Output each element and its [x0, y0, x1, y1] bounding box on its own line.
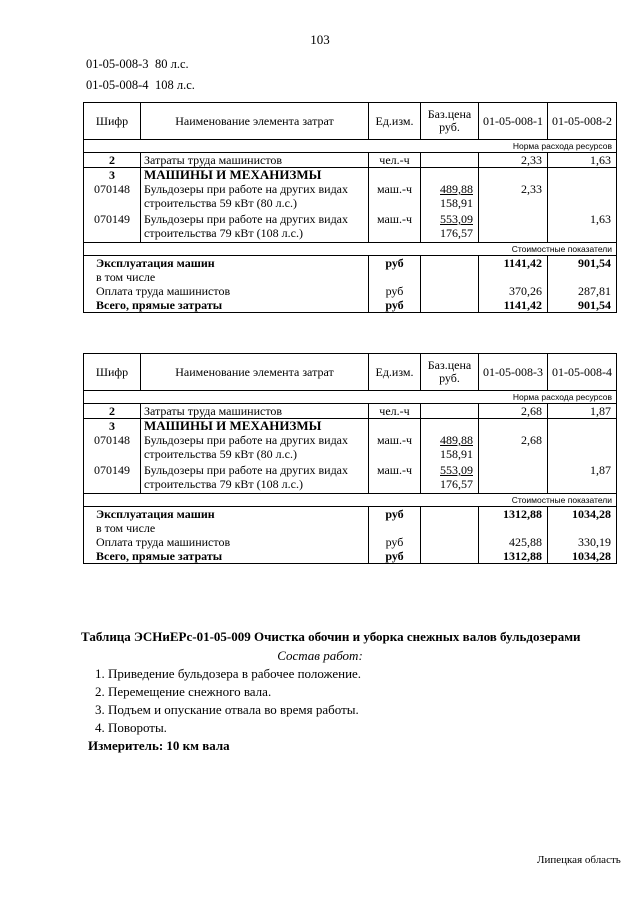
summary-row: Оплата труда машинистов руб 370,26 287,81 — [84, 284, 617, 298]
header-col2: 01-05-008-4 — [548, 354, 617, 391]
machine-row: 070148 Бульдозеры при работе на других видах строительства 59 кВт (80 л.с.) маш.-ч 489,88 158,91 2,68 — [84, 433, 617, 463]
header-name: Наименование элемента затрат — [141, 103, 369, 140]
header-col1: 01-05-008-1 — [479, 103, 548, 140]
summary-row: в том числе — [84, 270, 617, 284]
cost-caption: Стоимостные показатели — [84, 494, 617, 507]
variant-line — [86, 78, 195, 93]
summary-row: Эксплуатация машин руб 1312,88 1034,28 — [84, 507, 617, 522]
table-caption: Таблица ЭСНиЕРс-01-05-009 Очистка обочин и уборка снежных валов бульдозерами — [81, 629, 581, 644]
measure-unit: Измеритель: 10 км вала — [88, 738, 230, 753]
work-heading: Состав работ: — [277, 648, 363, 663]
resource-table-2 — [83, 353, 617, 564]
resource-caption-row — [84, 391, 617, 404]
cost-caption-row — [84, 494, 617, 507]
summary-row: Эксплуатация машин руб 1141,42 901,54 — [84, 256, 617, 271]
region-footer: Липецкая область — [537, 854, 621, 866]
variant-value: 108 л.с. — [155, 78, 195, 92]
cost-caption-row — [84, 243, 617, 256]
labor-row: 2 Затраты труда машинистов чел.-ч 2,33 1,63 — [84, 153, 617, 168]
resource-caption: Норма расхода ресурсов — [84, 391, 617, 404]
machine-row: 070148 Бульдозеры при работе на других видах строительства 59 кВт (80 л.с.) маш.-ч 489,88 158,91 2,33 — [84, 182, 617, 212]
header-base-price: Баз.цена руб. — [421, 103, 479, 140]
work-item: 3. Подъем и опускание отвала во время работы. — [95, 702, 359, 717]
resource-caption-row — [84, 140, 617, 153]
machine-row: 070149 Бульдозеры при работе на других видах строительства 79 кВт (108 л.с.) маш.-ч 553,09 176,57 1,63 — [84, 212, 617, 243]
work-item: 2. Перемещение снежного вала. — [95, 684, 272, 699]
header-unit: Ед.изм. — [369, 354, 421, 391]
header-code: Шифр — [84, 103, 141, 140]
table-header-row — [84, 354, 617, 391]
header-col1: 01-05-008-3 — [479, 354, 548, 391]
header-name: Наименование элемента затрат — [141, 354, 369, 391]
work-item: 1. Приведение бульдозера в рабочее положение. — [95, 666, 362, 681]
machine-row: 070149 Бульдозеры при работе на других видах строительства 79 кВт (108 л.с.) маш.-ч 553,09 176,57 1,87 — [84, 463, 617, 494]
table-header-row — [84, 103, 617, 140]
header-code: Шифр — [84, 354, 141, 391]
work-item: 4. Повороты. — [95, 720, 167, 735]
machines-section-row: 3 МАШИНЫ И МЕХАНИЗМЫ — [84, 168, 617, 183]
variant-value: 80 л.с. — [155, 57, 189, 71]
header-unit: Ед.изм. — [369, 103, 421, 140]
summary-row: Всего, прямые затраты руб 1312,88 1034,28 — [84, 549, 617, 564]
variant-line — [86, 57, 189, 72]
cost-caption: Стоимостные показатели — [84, 243, 617, 256]
summary-row: Оплата труда машинистов руб 425,88 330,19 — [84, 535, 617, 549]
summary-row: в том числе — [84, 521, 617, 535]
summary-row: Всего, прямые затраты руб 1141,42 901,54 — [84, 298, 617, 313]
variant-code: 01-05-008-3 — [86, 57, 149, 71]
resource-table-1 — [83, 102, 617, 313]
variant-code: 01-05-008-4 — [86, 78, 149, 92]
page-number: 103 — [310, 32, 330, 47]
machines-section-row: 3 МАШИНЫ И МЕХАНИЗМЫ — [84, 419, 617, 434]
header-base-price: Баз.цена руб. — [421, 354, 479, 391]
labor-row: 2 Затраты труда машинистов чел.-ч 2,68 1,87 — [84, 404, 617, 419]
header-col2: 01-05-008-2 — [548, 103, 617, 140]
resource-caption: Норма расхода ресурсов — [84, 140, 617, 153]
